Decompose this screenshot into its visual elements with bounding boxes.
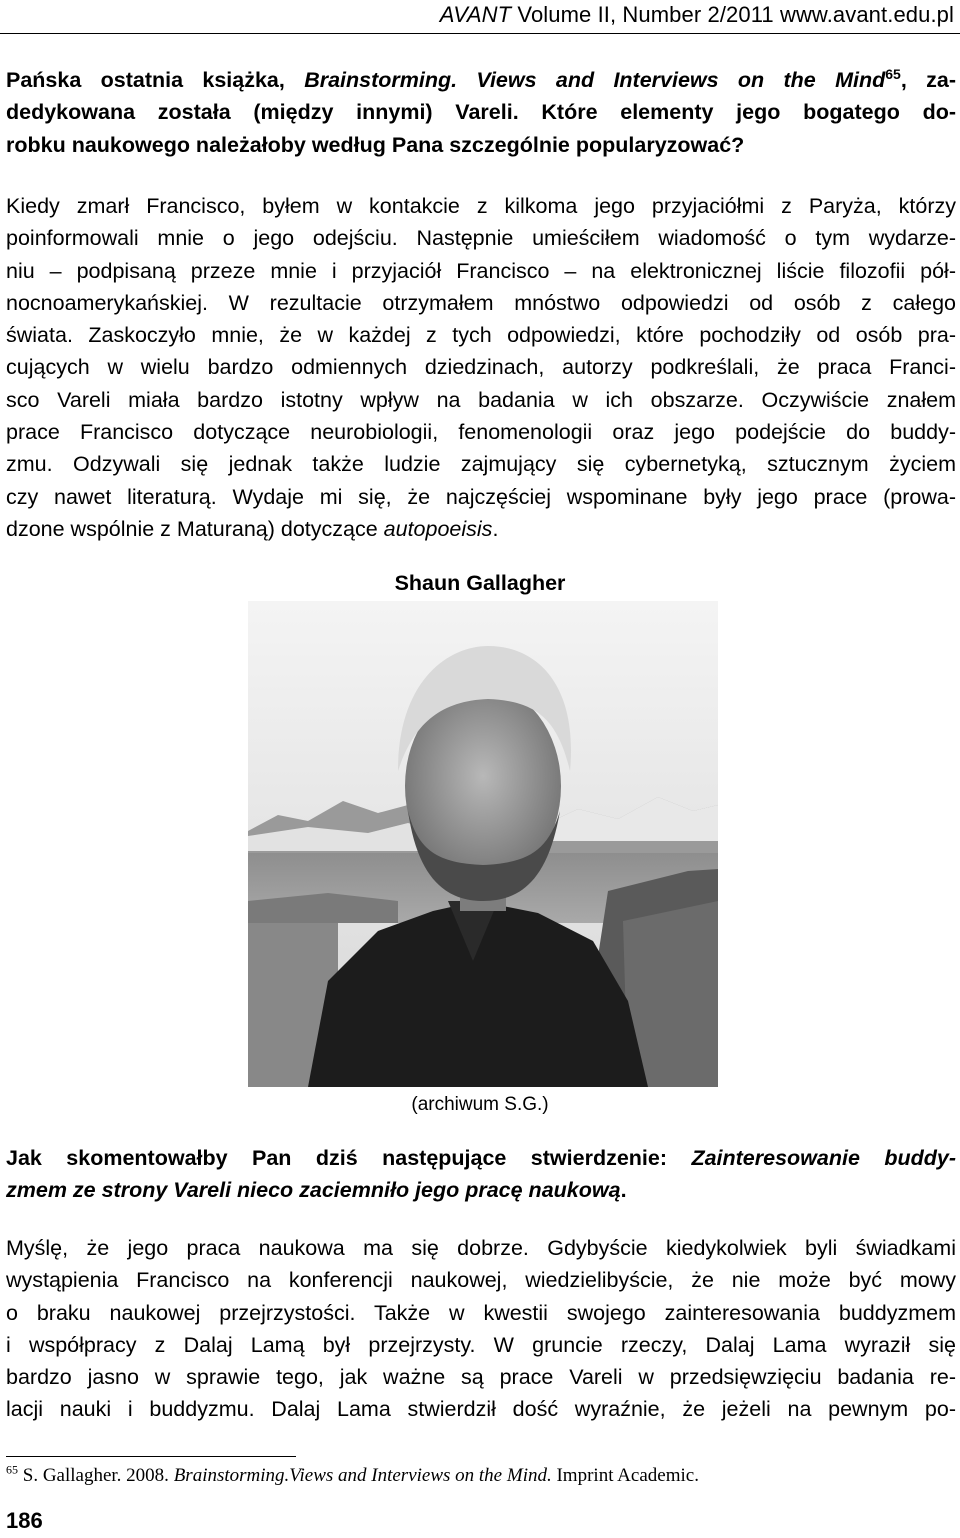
question-1-line: dedykowana została (między innymi) Vareli. Które elementy jego bogatego do- bbox=[6, 100, 956, 125]
answer-1-line: świata. Zaskoczyło mnie, że w każdej z tych odpowiedzi, które pochodziły od osób pra- bbox=[6, 323, 956, 348]
answer-1-line: prace Francisco dotyczące neurobiologii, fenomenologii oraz jego podejście do buddy- bbox=[6, 420, 956, 445]
journal-name: AVANT bbox=[439, 2, 512, 27]
portrait-photo-image bbox=[248, 601, 718, 1087]
footnote-number: 65 bbox=[6, 1462, 18, 1477]
book-title: Brainstorming. Views and Interviews on the Mind bbox=[304, 68, 886, 92]
answer-1-line: dzone wspólnie z Maturaną) dotyczące autopoeisis. bbox=[6, 516, 499, 541]
question-2-line: zmem ze strony Vareli nieco zaciemniło jego pracę naukową. bbox=[6, 1178, 627, 1203]
answer-2-line: o braku naukowej przejrzystości. Także w kwestii swojego zainteresowania buddyzmem bbox=[6, 1300, 956, 1325]
page-number: 186 bbox=[6, 1508, 43, 1533]
answer-1-line: czy nawet literaturą. Wydaje mi się, że najczęściej wspominane były jego prace (prowa- bbox=[6, 484, 956, 509]
answer-1-line: niu – podpisaną przeze mnie i przyjaciół Francisco – na elektronicznej liście filozofii pół- bbox=[6, 258, 956, 283]
term-autopoeisis: autopoeisis bbox=[383, 516, 493, 541]
photo-title: Shaun Gallagher bbox=[394, 571, 566, 595]
answer-1-line: zmu. Odzywali się jednak także ludzie zajmujący się cybernetyką, sztucznym życiem bbox=[6, 452, 956, 477]
answer-1-line: cujących w wielu bardzo odmiennych dziedzinach, autorzy podkreślali, że praca Franci- bbox=[6, 355, 956, 380]
answer-1-line: poinformowali mnie o jego odejściu. Następnie umieściłem wiadomość o tym wydarze- bbox=[6, 226, 956, 251]
answer-2-line: lacji nauki i buddyzmu. Dalaj Lama stwierdził dość wyraźnie, że jeżeli na pewnym po- bbox=[6, 1397, 956, 1422]
running-header bbox=[440, 2, 954, 28]
photo-credit: (archiwum S.G.) bbox=[411, 1094, 549, 1115]
answer-1-line: sco Vareli miała bardzo istotny wpływ na badania w ich obszarze. Oczywiście znałem bbox=[6, 387, 956, 412]
answer-2 bbox=[6, 1232, 956, 1426]
header-details: Volume II, Number 2/2011 www.avant.edu.pl bbox=[511, 2, 954, 27]
answer-2-line: i współpracy z Dalaj Lamą był przejrzysty. W gruncie rzeczy, Dalaj Lama wyraził się bbox=[6, 1332, 956, 1357]
question-1-line: Pańska ostatnia książka, Brainstorming. Views and Interviews on the Mind$^{65}$, za- bbox=[6, 65, 956, 92]
footnote-65: $^{65}$ S. Gallagher. 2008. Brainstorming.Views and Interviews on the Mind. Imprint Academic. bbox=[6, 1462, 699, 1486]
answer-2-line: wystąpienia Francisco na konferencji naukowej, wiedzielibyście, że nie może być mowy bbox=[6, 1268, 956, 1293]
portrait-photo bbox=[248, 601, 718, 1087]
footnote-separator bbox=[6, 1456, 296, 1457]
footnote-ref[interactable]: 65 bbox=[885, 65, 901, 82]
question-1 bbox=[6, 64, 956, 161]
answer-1-line: Kiedy zmarł Francisco, byłem w kontakcie z kilkoma jego przyjaciółmi z Paryża, którzy bbox=[6, 194, 956, 218]
answer-1 bbox=[6, 190, 956, 545]
question-1-line: robku naukowego należałoby według Pana szczególnie popularyzować? bbox=[6, 132, 745, 157]
question-2 bbox=[6, 1142, 956, 1207]
answer-2-line: bardzo jasno w sprawie tego, jak ważne są prace Vareli w przedsięwzięciu badania re- bbox=[6, 1365, 956, 1390]
question-2-line: Jak skomentowałby Pan dziś następujące stwierdzenie: Zainteresowanie buddy- bbox=[6, 1146, 956, 1170]
header-rule bbox=[0, 33, 960, 34]
answer-2-line: Myślę, że jego praca naukowa ma się dobrze. Gdybyście kiedykolwiek byli świadkami bbox=[6, 1236, 956, 1260]
answer-1-line: nocnoamerykańskiej. W rezultacie otrzymałem mnóstwo odpowiedzi od osób z całego bbox=[6, 290, 956, 315]
footnote-book-title: Brainstorming.Views and Interviews on the Mind. bbox=[173, 1465, 552, 1486]
